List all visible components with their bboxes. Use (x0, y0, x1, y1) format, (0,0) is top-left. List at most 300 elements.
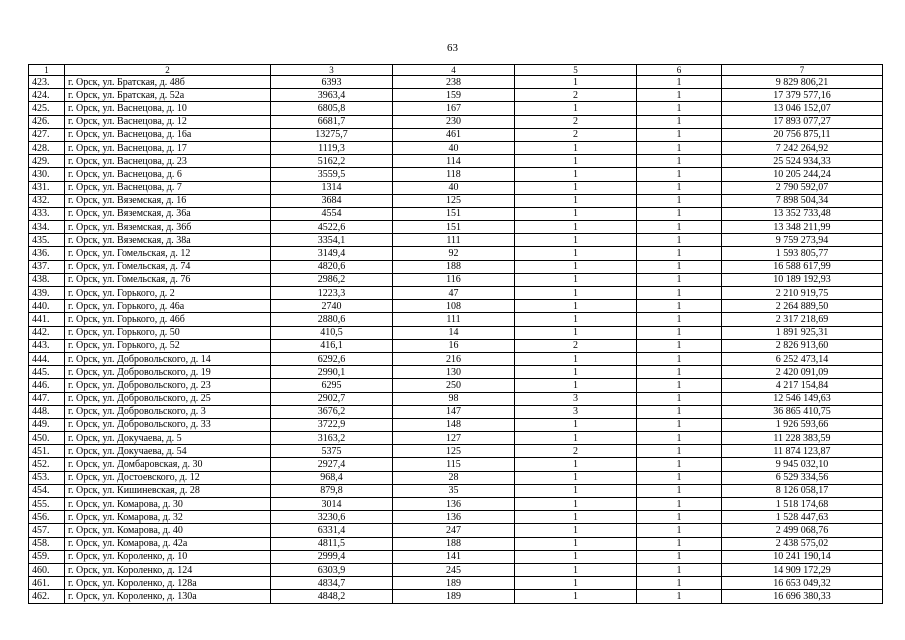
cell-address: г. Орск, ул. Добровольского, д. 23 (65, 379, 271, 392)
cell-address: г. Орск, ул. Васнецова, д. 7 (65, 181, 271, 194)
cell-address: г. Орск, ул. Горького, д. 2 (65, 287, 271, 300)
cell-count-b: 1 (637, 89, 722, 102)
cell-residents: 47 (393, 287, 515, 300)
cell-amount: 16 653 049,32 (722, 577, 883, 590)
cell-amount: 13 352 733,48 (722, 207, 883, 220)
cell-row-number: 453. (29, 471, 65, 484)
table-row (29, 405, 883, 418)
cell-count-a: 1 (515, 524, 637, 537)
cell-count-b: 1 (637, 550, 722, 563)
cell-count-b: 1 (637, 511, 722, 524)
cell-residents: 245 (393, 563, 515, 576)
cell-address: г. Орск, ул. Комарова, д. 32 (65, 511, 271, 524)
cell-count-a: 1 (515, 221, 637, 234)
cell-amount: 20 756 875,11 (722, 128, 883, 141)
cell-residents: 230 (393, 115, 515, 128)
cell-amount: 11 228 383,59 (722, 432, 883, 445)
cell-count-b: 1 (637, 392, 722, 405)
table-row (29, 352, 883, 365)
cell-address: г. Орск, ул. Короленко, д. 128а (65, 577, 271, 590)
cell-residents: 111 (393, 234, 515, 247)
table-row (29, 392, 883, 405)
cell-address: г. Орск, ул. Васнецова, д. 23 (65, 155, 271, 168)
cell-count-a: 1 (515, 273, 637, 286)
table-row (29, 550, 883, 563)
cell-count-b: 1 (637, 352, 722, 365)
cell-amount: 9 829 806,21 (722, 76, 883, 89)
cell-count-b: 1 (637, 471, 722, 484)
cell-residents: 130 (393, 366, 515, 379)
cell-count-a: 1 (515, 352, 637, 365)
cell-row-number: 435. (29, 234, 65, 247)
cell-area: 3684 (271, 194, 393, 207)
cell-count-b: 1 (637, 445, 722, 458)
cell-residents: 125 (393, 194, 515, 207)
cell-address: г. Орск, ул. Докучаева, д. 54 (65, 445, 271, 458)
cell-area: 2740 (271, 300, 393, 313)
cell-count-a: 1 (515, 102, 637, 115)
cell-row-number: 431. (29, 181, 65, 194)
cell-area: 410,5 (271, 326, 393, 339)
cell-count-b: 1 (637, 260, 722, 273)
cell-amount: 7 898 504,34 (722, 194, 883, 207)
column-header: 7 (722, 65, 883, 76)
cell-residents: 16 (393, 339, 515, 352)
cell-area: 3354,1 (271, 234, 393, 247)
cell-residents: 127 (393, 432, 515, 445)
table-row (29, 577, 883, 590)
cell-area: 3230,6 (271, 511, 393, 524)
cell-address: г. Орск, ул. Вяземская, д. 36а (65, 207, 271, 220)
cell-count-b: 1 (637, 76, 722, 89)
cell-residents: 108 (393, 300, 515, 313)
cell-area: 6393 (271, 76, 393, 89)
cell-count-b: 1 (637, 194, 722, 207)
cell-count-a: 1 (515, 141, 637, 154)
cell-count-a: 1 (515, 471, 637, 484)
cell-address: г. Орск, ул. Вяземская, д. 38а (65, 234, 271, 247)
cell-residents: 114 (393, 155, 515, 168)
cell-amount: 1 891 925,31 (722, 326, 883, 339)
cell-area: 3149,4 (271, 247, 393, 260)
cell-address: г. Орск, ул. Васнецова, д. 6 (65, 168, 271, 181)
cell-count-a: 1 (515, 484, 637, 497)
cell-count-a: 2 (515, 115, 637, 128)
cell-row-number: 434. (29, 221, 65, 234)
cell-residents: 125 (393, 445, 515, 458)
page-number: 63 (447, 42, 458, 54)
cell-address: г. Орск, ул. Гомельская, д. 12 (65, 247, 271, 260)
cell-address: г. Орск, ул. Гомельская, д. 76 (65, 273, 271, 286)
cell-residents: 115 (393, 458, 515, 471)
cell-count-b: 1 (637, 221, 722, 234)
cell-residents: 151 (393, 207, 515, 220)
table-row (29, 537, 883, 550)
cell-address: г. Орск, ул. Добровольского, д. 3 (65, 405, 271, 418)
cell-residents: 40 (393, 181, 515, 194)
cell-area: 2902,7 (271, 392, 393, 405)
table-row (29, 379, 883, 392)
cell-residents: 92 (393, 247, 515, 260)
cell-area: 2999,4 (271, 550, 393, 563)
cell-residents: 141 (393, 550, 515, 563)
cell-count-b: 1 (637, 590, 722, 603)
cell-row-number: 440. (29, 300, 65, 313)
cell-amount: 1 528 447,63 (722, 511, 883, 524)
column-header: 6 (637, 65, 722, 76)
cell-count-a: 1 (515, 432, 637, 445)
cell-residents: 250 (393, 379, 515, 392)
cell-row-number: 444. (29, 352, 65, 365)
cell-address: г. Орск, ул. Васнецова, д. 10 (65, 102, 271, 115)
table-row (29, 563, 883, 576)
cell-count-a: 1 (515, 590, 637, 603)
cell-area: 3676,2 (271, 405, 393, 418)
cell-area: 6295 (271, 379, 393, 392)
cell-residents: 461 (393, 128, 515, 141)
cell-address: г. Орск, ул. Горького, д. 52 (65, 339, 271, 352)
cell-row-number: 445. (29, 366, 65, 379)
cell-amount: 10 241 190,14 (722, 550, 883, 563)
cell-count-b: 1 (637, 432, 722, 445)
cell-amount: 12 546 149,63 (722, 392, 883, 405)
cell-row-number: 455. (29, 498, 65, 511)
cell-count-a: 1 (515, 511, 637, 524)
cell-amount: 9 759 273,94 (722, 234, 883, 247)
cell-count-b: 1 (637, 234, 722, 247)
cell-area: 5162,2 (271, 155, 393, 168)
table-row (29, 89, 883, 102)
cell-count-a: 1 (515, 155, 637, 168)
cell-amount: 1 518 174,68 (722, 498, 883, 511)
cell-address: г. Орск, ул. Домбаровская, д. 30 (65, 458, 271, 471)
cell-count-b: 1 (637, 247, 722, 260)
cell-amount: 1 926 593,66 (722, 418, 883, 431)
cell-area: 6331,4 (271, 524, 393, 537)
cell-count-a: 1 (515, 379, 637, 392)
cell-residents: 159 (393, 89, 515, 102)
table-row (29, 445, 883, 458)
cell-area: 1119,3 (271, 141, 393, 154)
cell-residents: 238 (393, 76, 515, 89)
cell-row-number: 443. (29, 339, 65, 352)
cell-area: 3163,2 (271, 432, 393, 445)
cell-count-b: 1 (637, 537, 722, 550)
cell-count-a: 1 (515, 418, 637, 431)
cell-count-a: 2 (515, 128, 637, 141)
table-row (29, 155, 883, 168)
cell-count-b: 1 (637, 379, 722, 392)
table-row (29, 247, 883, 260)
cell-address: г. Орск, ул. Васнецова, д. 16а (65, 128, 271, 141)
cell-count-a: 3 (515, 392, 637, 405)
cell-area: 4848,2 (271, 590, 393, 603)
cell-row-number: 438. (29, 273, 65, 286)
table-row (29, 260, 883, 273)
cell-residents: 216 (393, 352, 515, 365)
cell-area: 6805,8 (271, 102, 393, 115)
cell-residents: 147 (393, 405, 515, 418)
cell-address: г. Орск, ул. Комарова, д. 42а (65, 537, 271, 550)
cell-row-number: 459. (29, 550, 65, 563)
cell-count-a: 1 (515, 234, 637, 247)
cell-residents: 189 (393, 577, 515, 590)
table-row (29, 181, 883, 194)
cell-area: 4820,6 (271, 260, 393, 273)
cell-count-b: 1 (637, 155, 722, 168)
cell-amount: 6 529 334,56 (722, 471, 883, 484)
cell-count-b: 1 (637, 273, 722, 286)
table-row (29, 313, 883, 326)
buildings-table (28, 64, 883, 604)
cell-count-b: 1 (637, 563, 722, 576)
table-row (29, 511, 883, 524)
cell-amount: 2 420 091,09 (722, 366, 883, 379)
cell-row-number: 430. (29, 168, 65, 181)
cell-count-b: 1 (637, 207, 722, 220)
cell-residents: 188 (393, 537, 515, 550)
cell-count-b: 1 (637, 524, 722, 537)
cell-residents: 40 (393, 141, 515, 154)
cell-count-b: 1 (637, 115, 722, 128)
cell-count-b: 1 (637, 458, 722, 471)
cell-address: г. Орск, ул. Добровольского, д. 19 (65, 366, 271, 379)
cell-residents: 188 (393, 260, 515, 273)
cell-row-number: 450. (29, 432, 65, 445)
cell-row-number: 427. (29, 128, 65, 141)
cell-row-number: 458. (29, 537, 65, 550)
table-row (29, 498, 883, 511)
cell-address: г. Орск, ул. Короленко, д. 130а (65, 590, 271, 603)
table-row (29, 590, 883, 603)
cell-row-number: 439. (29, 287, 65, 300)
cell-address: г. Орск, ул. Докучаева, д. 5 (65, 432, 271, 445)
cell-area: 6292,6 (271, 352, 393, 365)
cell-amount: 10 205 244,24 (722, 168, 883, 181)
cell-count-b: 1 (637, 287, 722, 300)
cell-residents: 148 (393, 418, 515, 431)
cell-address: г. Орск, ул. Кишиневская, д. 28 (65, 484, 271, 497)
table-body (29, 76, 883, 604)
table-row (29, 168, 883, 181)
cell-amount: 11 874 123,87 (722, 445, 883, 458)
cell-residents: 35 (393, 484, 515, 497)
cell-count-b: 1 (637, 498, 722, 511)
table-row (29, 458, 883, 471)
cell-row-number: 451. (29, 445, 65, 458)
cell-count-b: 1 (637, 128, 722, 141)
column-header: 5 (515, 65, 637, 76)
cell-row-number: 429. (29, 155, 65, 168)
table-row (29, 273, 883, 286)
cell-row-number: 436. (29, 247, 65, 260)
cell-area: 2986,2 (271, 273, 393, 286)
cell-amount: 2 790 592,07 (722, 181, 883, 194)
cell-row-number: 442. (29, 326, 65, 339)
cell-count-a: 1 (515, 458, 637, 471)
cell-count-b: 1 (637, 326, 722, 339)
cell-amount: 10 189 192,93 (722, 273, 883, 286)
cell-amount: 2 317 218,69 (722, 313, 883, 326)
cell-row-number: 449. (29, 418, 65, 431)
cell-row-number: 461. (29, 577, 65, 590)
cell-residents: 189 (393, 590, 515, 603)
cell-amount: 13 046 152,07 (722, 102, 883, 115)
table-row (29, 115, 883, 128)
cell-residents: 167 (393, 102, 515, 115)
cell-residents: 247 (393, 524, 515, 537)
cell-count-a: 3 (515, 405, 637, 418)
cell-row-number: 446. (29, 379, 65, 392)
cell-amount: 13 348 211,99 (722, 221, 883, 234)
cell-count-b: 1 (637, 102, 722, 115)
cell-count-a: 1 (515, 366, 637, 379)
cell-area: 5375 (271, 445, 393, 458)
cell-count-a: 1 (515, 537, 637, 550)
table-row (29, 471, 883, 484)
cell-area: 13275,7 (271, 128, 393, 141)
cell-area: 2927,4 (271, 458, 393, 471)
cell-count-a: 1 (515, 287, 637, 300)
cell-count-a: 1 (515, 247, 637, 260)
cell-area: 879,8 (271, 484, 393, 497)
cell-area: 1314 (271, 181, 393, 194)
cell-count-a: 1 (515, 313, 637, 326)
table-row (29, 326, 883, 339)
cell-amount: 16 588 617,99 (722, 260, 883, 273)
cell-area: 3963,4 (271, 89, 393, 102)
cell-row-number: 462. (29, 590, 65, 603)
cell-residents: 28 (393, 471, 515, 484)
column-header: 4 (393, 65, 515, 76)
cell-amount: 2 499 068,76 (722, 524, 883, 537)
cell-residents: 98 (393, 392, 515, 405)
cell-amount: 7 242 264,92 (722, 141, 883, 154)
cell-count-b: 1 (637, 300, 722, 313)
cell-amount: 25 524 934,33 (722, 155, 883, 168)
table-row (29, 418, 883, 431)
cell-row-number: 437. (29, 260, 65, 273)
cell-residents: 111 (393, 313, 515, 326)
cell-row-number: 432. (29, 194, 65, 207)
cell-amount: 17 379 577,16 (722, 89, 883, 102)
cell-area: 1223,3 (271, 287, 393, 300)
cell-amount: 36 865 410,75 (722, 405, 883, 418)
cell-count-b: 1 (637, 339, 722, 352)
cell-count-a: 1 (515, 76, 637, 89)
column-header: 1 (29, 65, 65, 76)
cell-row-number: 425. (29, 102, 65, 115)
cell-address: г. Орск, ул. Добровольского, д. 33 (65, 418, 271, 431)
cell-amount: 6 252 473,14 (722, 352, 883, 365)
table-row (29, 366, 883, 379)
cell-count-b: 1 (637, 577, 722, 590)
cell-count-a: 1 (515, 577, 637, 590)
cell-area: 2990,1 (271, 366, 393, 379)
column-header: 2 (65, 65, 271, 76)
cell-address: г. Орск, ул. Комарова, д. 30 (65, 498, 271, 511)
table-row (29, 194, 883, 207)
cell-residents: 116 (393, 273, 515, 286)
cell-count-a: 1 (515, 550, 637, 563)
cell-area: 4522,6 (271, 221, 393, 234)
cell-amount: 2 438 575,02 (722, 537, 883, 550)
cell-area: 3014 (271, 498, 393, 511)
cell-area: 4811,5 (271, 537, 393, 550)
cell-count-a: 1 (515, 207, 637, 220)
table-row (29, 339, 883, 352)
cell-area: 3722,9 (271, 418, 393, 431)
cell-row-number: 454. (29, 484, 65, 497)
cell-row-number: 428. (29, 141, 65, 154)
column-header: 3 (271, 65, 393, 76)
cell-count-a: 1 (515, 260, 637, 273)
cell-row-number: 448. (29, 405, 65, 418)
cell-count-b: 1 (637, 313, 722, 326)
cell-address: г. Орск, ул. Горького, д. 50 (65, 326, 271, 339)
cell-count-b: 1 (637, 405, 722, 418)
cell-amount: 2 210 919,75 (722, 287, 883, 300)
cell-count-a: 1 (515, 563, 637, 576)
cell-residents: 14 (393, 326, 515, 339)
cell-amount: 9 945 032,10 (722, 458, 883, 471)
cell-address: г. Орск, ул. Короленко, д. 10 (65, 550, 271, 563)
cell-count-a: 1 (515, 326, 637, 339)
cell-amount: 2 826 913,60 (722, 339, 883, 352)
cell-row-number: 433. (29, 207, 65, 220)
table-row (29, 432, 883, 445)
cell-amount: 4 217 154,84 (722, 379, 883, 392)
cell-address: г. Орск, ул. Братская, д. 52а (65, 89, 271, 102)
cell-count-b: 1 (637, 484, 722, 497)
cell-row-number: 457. (29, 524, 65, 537)
cell-amount: 16 696 380,33 (722, 590, 883, 603)
cell-count-b: 1 (637, 141, 722, 154)
cell-area: 968,4 (271, 471, 393, 484)
cell-area: 4834,7 (271, 577, 393, 590)
cell-address: г. Орск, ул. Короленко, д. 124 (65, 563, 271, 576)
cell-address: г. Орск, ул. Братская, д. 48б (65, 76, 271, 89)
table-row (29, 524, 883, 537)
cell-address: г. Орск, ул. Достоевского, д. 12 (65, 471, 271, 484)
cell-amount: 2 264 889,50 (722, 300, 883, 313)
cell-residents: 136 (393, 498, 515, 511)
cell-amount: 14 909 172,29 (722, 563, 883, 576)
cell-count-a: 1 (515, 498, 637, 511)
cell-row-number: 460. (29, 563, 65, 576)
table-row (29, 300, 883, 313)
cell-count-a: 2 (515, 445, 637, 458)
cell-count-a: 1 (515, 168, 637, 181)
cell-residents: 136 (393, 511, 515, 524)
cell-address: г. Орск, ул. Добровольского, д. 25 (65, 392, 271, 405)
cell-count-b: 1 (637, 168, 722, 181)
cell-count-b: 1 (637, 366, 722, 379)
cell-address: г. Орск, ул. Добровольского, д. 14 (65, 352, 271, 365)
cell-address: г. Орск, ул. Васнецова, д. 17 (65, 141, 271, 154)
cell-address: г. Орск, ул. Вяземская, д. 16 (65, 194, 271, 207)
cell-row-number: 423. (29, 76, 65, 89)
cell-address: г. Орск, ул. Васнецова, д. 12 (65, 115, 271, 128)
cell-row-number: 426. (29, 115, 65, 128)
table-row (29, 484, 883, 497)
table-header-row (29, 65, 883, 76)
cell-address: г. Орск, ул. Горького, д. 46б (65, 313, 271, 326)
table-row (29, 221, 883, 234)
table-row (29, 102, 883, 115)
cell-area: 6681,7 (271, 115, 393, 128)
cell-count-b: 1 (637, 418, 722, 431)
